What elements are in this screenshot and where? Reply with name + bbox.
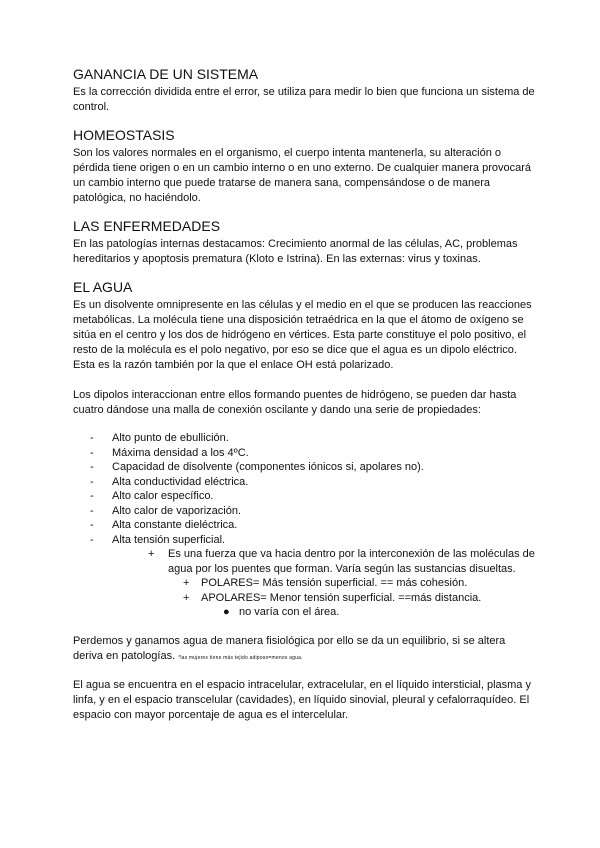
list-item-text: Alta constante dieléctrica. <box>112 519 238 531</box>
list-item <box>90 446 535 461</box>
heading-agua: EL AGUA <box>73 279 133 295</box>
list-item <box>90 504 535 519</box>
list-item <box>223 605 535 620</box>
section-enfermedades <box>73 218 535 267</box>
list-item <box>148 547 535 620</box>
tension-sublist <box>112 547 535 620</box>
heading-enfermedades: LAS ENFERMEDADES <box>73 218 221 234</box>
list-item <box>90 489 535 504</box>
paragraph-distribucion: El agua se encuentra en el espacio intracelular, extracelular, en el líquido intersticial, plasma y linfa, y en el espacio transcelular (cavidades), en líquido sinovial, pleural y cefalorraquídeo. El espacio con mayor porcentaje de agua es el intercelular. <box>73 678 531 721</box>
list-item <box>90 431 535 446</box>
list-item <box>183 576 535 591</box>
list-item-text: Alta tensión superficial. <box>112 533 226 546</box>
list-item-text: Es una fuerza que va hacia dentro por la interconexión de las moléculas de agua por los puentes que forman. Varía según las sustancias disueltas. <box>168 548 535 575</box>
dash-marker: - <box>90 475 94 488</box>
dash-marker: - <box>90 461 94 473</box>
dash-marker: - <box>90 533 94 546</box>
polarity-sublist <box>168 576 535 620</box>
area-sublist <box>201 605 535 620</box>
dash-marker: - <box>90 490 94 502</box>
dash-marker: - <box>90 432 94 444</box>
list-item <box>90 518 535 533</box>
list-item-text: Capacidad de disolvente (componentes iónicos si, apolares no). <box>112 461 424 473</box>
document-page <box>73 66 535 723</box>
list-item-text: Máxima densidad a los 4ºC. <box>112 446 249 459</box>
plus-marker: + <box>148 548 155 560</box>
plus-marker: + <box>183 591 190 604</box>
dash-marker: - <box>90 519 94 531</box>
list-item-text: Alto calor específico. <box>112 490 214 502</box>
bullet-marker: ● <box>223 606 230 618</box>
list-item <box>183 591 535 620</box>
section-agua <box>73 279 535 723</box>
plus-marker: + <box>183 577 190 589</box>
paragraph-dipolos: Los dipolos interaccionan entre ellos formando puentes de hidrógeno, se pueden dar hasta cuatro dándose una malla de conexión oscilante y dando una serie de propiedades: <box>73 389 517 416</box>
list-item-text: Alto punto de ebullición. <box>112 432 229 444</box>
dash-marker: - <box>90 504 94 517</box>
heading-homeostasis: HOMEOSTASIS <box>73 127 175 143</box>
list-item-text: POLARES= Más tensión superficial. == más cohesión. <box>201 577 468 589</box>
list-item <box>90 475 535 490</box>
paragraph-enfermedades: En las patologías internas destacamos: Crecimiento anormal de las células, AC, problemas hereditarios y apoptosis prematura (Kloto e Istrina). En las externas: virus y toxinas. <box>73 238 518 265</box>
list-item-text: no varía con el área. <box>239 606 340 618</box>
list-item-text: Alta conductividad eléctrica. <box>112 475 249 488</box>
loss-footnote: *las mujeres tiene más tejido adiposo=menos agua. <box>178 654 303 661</box>
paragraph-ganancia: Es la corrección dividida entre el error, se utiliza para medir lo bien que funciona un sistema de control. <box>73 86 535 113</box>
list-item-text: Alto calor de vaporización. <box>112 504 242 517</box>
paragraph-homeostasis: Son los valores normales en el organismo, el cuerpo intenta mantenerla, su alteración o pérdida tiene origen o en un cambio interno o en uno externo. De cualquier manera provocará un cambio interno que puede tratarse de manera sana, compensándose o de manera patológica, no haciéndolo. <box>73 147 532 204</box>
section-ganancia <box>73 66 535 115</box>
dash-marker: - <box>90 446 94 459</box>
section-homeostasis <box>73 127 535 206</box>
paragraph-agua: Es un disolvente omnipresente en las células y el medio en el que se producen las reacciones metabólicas. La molécula tiene una disposición tetraédrica en la que el átomo de oxígeno se sitúa en el centro y los dos de hidrógeno en vértices. Esta parte constituye el polo positivo, el resto de la molécula es el polo negativo, por eso se dice que el agua es un dipolo eléctrico. Esta es la razón también por la que el enlace OH está polarizado. <box>73 299 532 371</box>
list-item-text: APOLARES= Menor tensión superficial. ==más distancia. <box>201 591 482 604</box>
paragraph-perdida <box>73 634 535 666</box>
heading-ganancia: GANANCIA DE UN SISTEMA <box>73 66 259 82</box>
list-item <box>90 460 535 475</box>
loss-text: Perdemos y ganamos agua de manera fisiológica por ello se da un equilibrio, si se altera deriva en patologías. <box>73 634 506 662</box>
list-item <box>90 533 535 620</box>
properties-list <box>73 431 535 620</box>
